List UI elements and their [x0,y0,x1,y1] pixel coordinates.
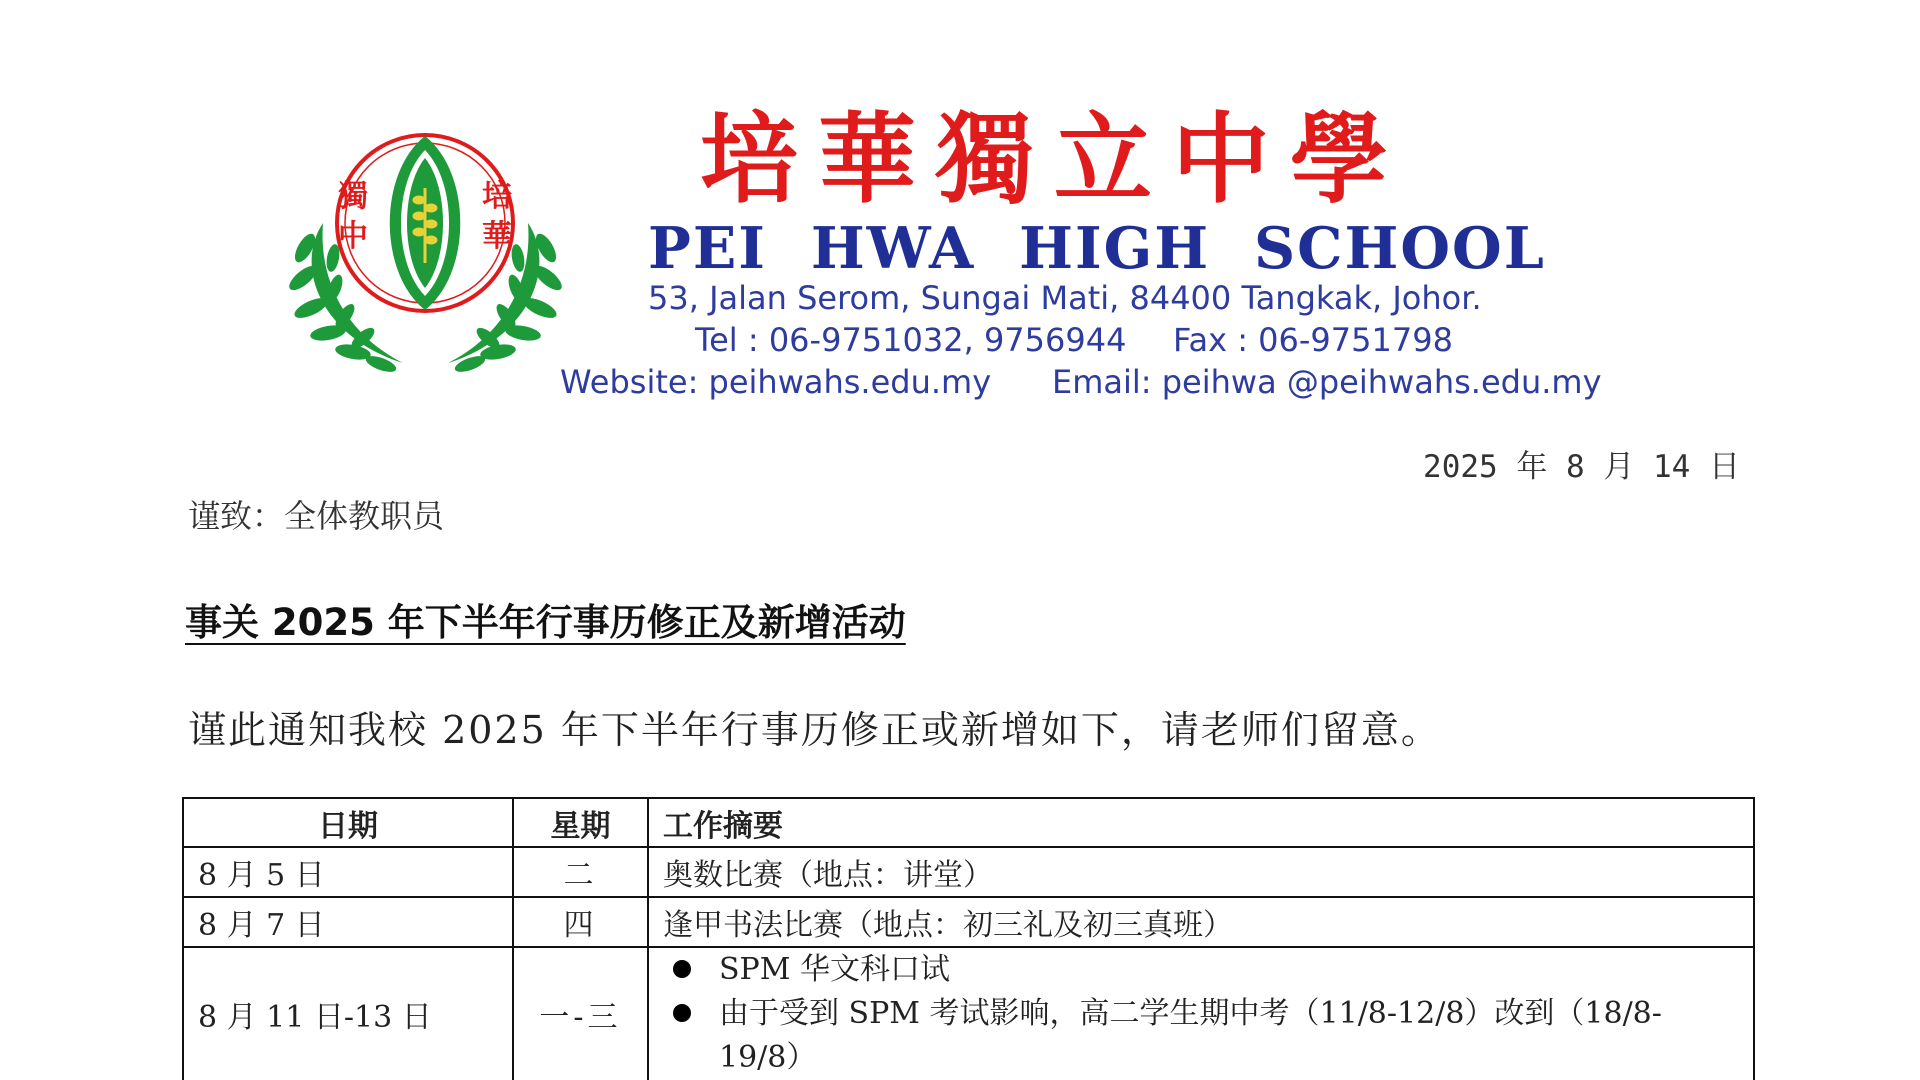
list-item [663,948,1739,992]
row-summary: 奥数比赛（地点：讲堂） [648,847,1754,897]
school-email: Email: peihwa @peihwahs.edu.my [1052,363,1602,401]
row-summary [648,947,1754,1080]
row-summary: 逢甲书法比赛（地点：初三礼及初三真班） [648,897,1754,947]
row-weekday: 一-三 [513,947,648,1080]
school-address: 53, Jalan Serom, Sungai Mati, 84400 Tangkak, Johor. [648,279,1482,317]
school-fax: Fax : 06-9751798 [1173,321,1453,359]
list-item [663,992,1739,1080]
logo-char-left-bottom: 中 [338,219,368,254]
bullet-text: 由于受到 SPM 考试影响，高二学生期中考（11/8-12/8）改到（18/8-19/8） [719,996,1662,1075]
school-name-chinese: 培華獨立中學 [700,102,1409,217]
table-row [183,897,1754,947]
logo-char-left-top: 獨 [338,179,368,214]
row-date: 8 月 5 日 [183,847,513,897]
bullet-text: SPM 华文科口试 [719,952,950,987]
table-row [183,947,1754,1080]
bullet-dot-icon [673,960,691,978]
letter-recipient: 谨致：全体教职员 [188,497,445,535]
table-header-row [183,798,1754,847]
letter-subject: 事关 2025 年下半年行事历修正及新增活动 [185,601,906,644]
row-date: 8 月 7 日 [183,897,513,947]
bullet-dot-icon [673,1004,691,1022]
school-telephone: Tel : 06-9751032, 9756944 [695,321,1127,359]
letter-intro: 谨此通知我校 2025 年下半年行事历修正或新增如下，请老师们留意。 [188,708,1441,752]
summary-bullet-list [663,948,1739,1080]
row-date: 8 月 11 日-13 日 [183,947,513,1080]
school-name-english: PEI HWA HIGH SCHOOL [648,215,1546,282]
header-weekday: 星期 [513,798,648,847]
school-website: Website: peihwahs.edu.my [560,363,992,401]
header-date: 日期 [183,798,513,847]
letter-date: 2025 年 8 月 14 日 [1423,449,1740,485]
table-row [183,847,1754,897]
logo-char-right-top: 培 [482,179,512,214]
row-weekday: 二 [513,847,648,897]
schedule-table [182,797,1755,1080]
header-summary: 工作摘要 [648,798,1754,847]
logo-char-right-bottom: 華 [482,219,512,254]
row-weekday: 四 [513,897,648,947]
school-crest-logo [283,128,568,383]
